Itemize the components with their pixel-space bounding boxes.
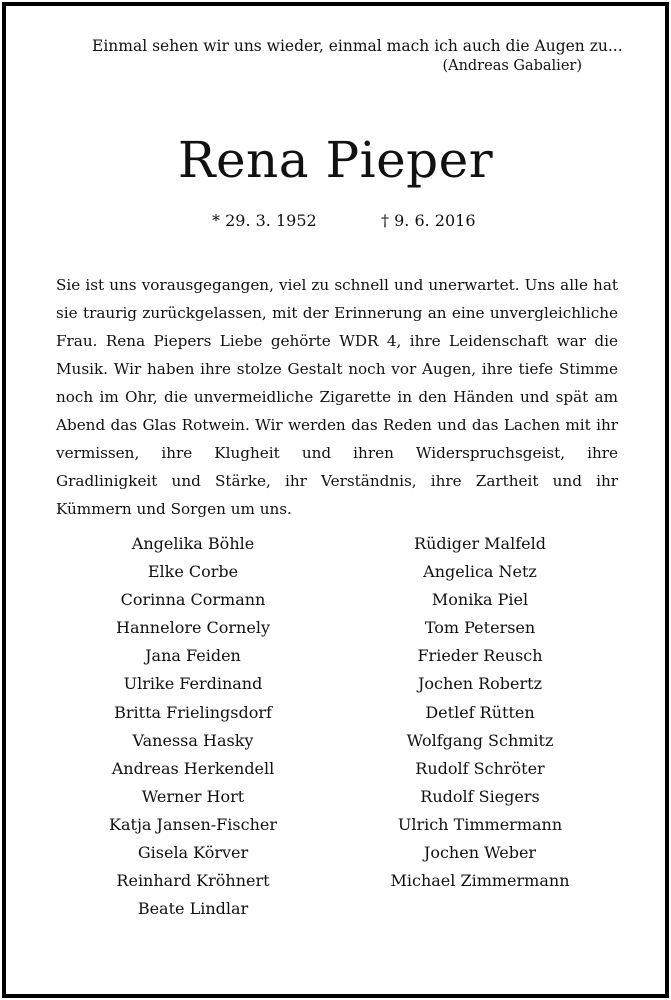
mourner-name: Hannelore Cornely — [116, 618, 270, 638]
mourner-name: Reinhard Kröhnert — [116, 871, 270, 891]
mourner-name: Monika Piel — [431, 590, 529, 610]
mourner-name: Andreas Herkendell — [111, 758, 275, 778]
mourner-name: Werner Hort — [141, 786, 245, 806]
tribute-text: Sie ist uns vorausgegangen, viel zu schnell und unerwartet. Uns alle hat sie traurig zurückgelassen, mit der Erinnerung an eine unvergleichliche Frau. Rena Piepers Liebe gehörte WDR 4, ihre Leidenschaft war die Musik. Wir haben ihre stolze Gestalt noch vor Augen, ihre tiefe Stimme noch im Ohr, die unvermeidliche Zigarette in den Händen und spät am Abend das Glas Rotwein. Wir werden das Reden und das Lachen mit ihr vermissen, ihre Klugheit und ihren Widerspruchsgeist, ihre Gradlinigkeit und Stärke, ihr Verständnis, ihre Zartheit und ihr Kümmern und Sorgen um uns. — [56, 276, 618, 518]
mourner-name: Rüdiger Malfeld — [414, 534, 546, 553]
mourner-name: Vanessa Hasky — [132, 730, 254, 750]
epigraph-source: (Andreas Gabalier) — [442, 58, 582, 74]
mourner-name: Jana Feiden — [145, 646, 241, 666]
mourner-name: Ulrike Ferdinand — [123, 674, 263, 694]
mourner-name: Angelica Netz — [423, 562, 537, 582]
mourner-name: Wolfgang Schmitz — [406, 730, 554, 750]
mourner-name: Rudolf Siegers — [420, 786, 540, 806]
mourners-list-right — [360, 530, 600, 895]
mourner-name: Frieder Reusch — [417, 646, 543, 666]
mourner-name: Katja Jansen-Fischer — [109, 814, 277, 834]
mourner-name: Michael Zimmermann — [390, 871, 570, 891]
mourner-name: Beate Lindlar — [137, 899, 249, 919]
mourner-name: Gisela Körver — [137, 843, 249, 863]
death-date: † 9. 6. 2016 — [381, 211, 476, 230]
birth-date: * 29. 3. 1952 — [212, 211, 317, 230]
mourner-name: Rudolf Schröter — [415, 758, 545, 778]
mourner-name: Detlef Rütten — [425, 702, 535, 722]
epigraph — [92, 36, 623, 76]
mourner-name: Angelika Böhle — [131, 534, 255, 553]
mourner-name: Jochen Robertz — [417, 674, 543, 694]
mourner-name: Corinna Cormann — [120, 590, 266, 610]
deceased-name: Rena Pieper — [177, 131, 494, 189]
epigraph-text: Einmal sehen wir uns wieder, einmal mach ich auch die Augen zu... — [92, 37, 623, 55]
mourner-name: Ulrich Timmermann — [397, 814, 563, 834]
mourner-name: Jochen Weber — [423, 843, 537, 863]
mourner-name: Britta Frielingsdorf — [114, 702, 272, 722]
mourners-list-left — [73, 530, 313, 923]
mourner-name: Elke Corbe — [147, 562, 239, 582]
mourner-name: Tom Petersen — [424, 618, 536, 638]
